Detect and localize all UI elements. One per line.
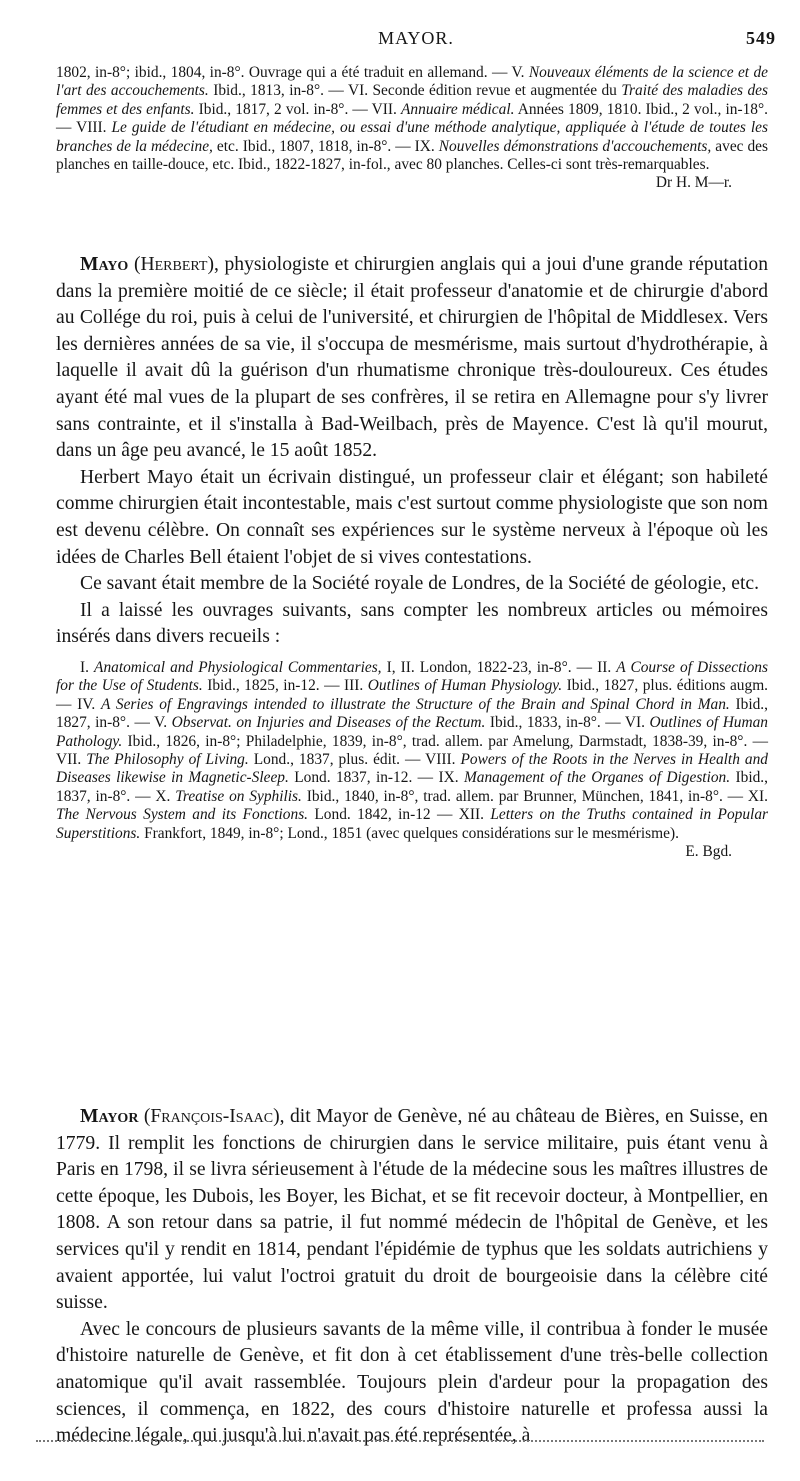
entry-mayo [56,252,768,861]
mayor-headword: Mayor [80,1106,139,1127]
bottom-dotted-rule [36,1440,764,1442]
entry-mayor [56,1104,768,1450]
page-number: 549 [746,28,776,48]
mayo-paragraph-1-text: physiologiste et chirurgien anglais qui a joui d'une grande réputation dans la première moitié de ce siècle; il était professeur d'anatomie et de chirurgie d'abord au Collége du roi, puis à celui de l'université, et chirurgien de l'hôpital de Middlesex. Vers les dernières années de sa vie, il s'occupa de mesmérisme, mais surtout d'hydrothérapie, à laquelle il avait dû la guérison d'un rhumatisme chronique très-douloureux. Ces études ayant été mal vues de la plupart de ses confrères, il se retira en Allemagne pour s'y livrer sans contrainte, et il s'installa à Bad-Weilbach, près de Mayence. C'est là qu'il mourut, dans un âge peu avancé, le 15 août 1852. [56,254,768,462]
previous-entry-works: 1802, in-8°; ibid., 1804, in-8°. Ouvrage qui a été traduit en allemand. — V. Nouveaux éléments de la science et de l'art des accouchements. Ibid., 1813, in-8°. — VI. Seconde édition revue et augmentée du Traité des maladies des femmes et des enfants. Ibid., 1817, 2 vol. in-8°. — VII. Annuaire médical. Années 1809, 1810. Ibid., 2 vol., in-18°. — VIII. Le guide de l'étudiant en médecine, ou essai d'une méthode analytique, appliquée à l'étude de toutes les branches de la médecine, etc. Ibid., 1807, 1818, in-8°. — IX. Nouvelles démonstrations d'accouchements, avec des planches en taille-douce, etc. Ibid., 1822-1827, in-fol., avec 80 planches. Celles-ci sont très-remarquables. [56,64,769,174]
running-title: MAYOR. [378,28,454,48]
mayor-paragraph-1-text: dit Mayor de Genève, né au château de Bières, en Suisse, en 1779. Il remplit les fonctions de chirurgien dans le service militaire, puis étant venu à Paris en 1798, il se livra sérieusement à l'étude de la médecine sous les maîtres illustres de cette époque, les Dubois, les Boyer, les Bichat, et se fit recevoir docteur, à Montpellier, en 1808. A son retour dans sa patrie, il fut nommé médecin de l'hôpital de Genève, et les services qu'il y rendit en 1814, pendant l'épidémie de typhus que les soldats autrichiens y avaient apportée, lui valut l'octroi gratuit du droit de bourgeoisie dans la célèbre cité suisse. [56,1106,768,1314]
mayo-headword: Mayo [80,254,129,275]
mayo-paragraph-1 [56,252,768,465]
mayor-paragraph-2: Avec le concours de plusieurs savants de la même ville, il contribua à fonder le musée d'histoire naturelle de Genève, et fit don à cet établissement d'une très-belle collection anatomique qu'il avait rassemblée. Toujours plein d'ardeur pour la propagation des sciences, il commença, en 1822, des cours d'histoire naturelle et professa aussi la médecine légale, qui jusqu'à lui n'avait pas été représentée, à [56,1318,768,1447]
mayo-works-list: I. Anatomical and Physiological Commentaries, I, II. London, 1822-23, in-8°. — II. A Course of Dissections for the Use of Students. Ibid., 1825, in-12. — III. Outlines of Human Physiology. Ibid., 1827, plus. éditions augm. — IV. A Series of Engravings intended to illustrate the Structure of the Brain and Spinal Chord in Man. Ibid., 1827, in-8°. — V. Observat. on Injuries and Diseases of the Rectum. Ibid., 1833, in-8°. — VI. Outlines of Human Pathology. Ibid., 1826, in-8°; Philadelphie, 1839, in-8°, trad. allem. par Amelung, Darmstadt, 1838-39, in-8°. — VII. The Philosophy of Living. Lond., 1837, plus. édit. — VIII. Powers of the Roots in the Nerves in Health and Diseases likewise in Magnetic-Sleep. Lond. 1837, in-12. — IX. Management of the Organes of Digestion. Ibid., 1837, in-8°. — X. Treatise on Syphilis. Ibid., 1840, in-8°, trad. allem. par Brunner, München, 1841, in-8°. — XI. The Nervous System and its Fonctions. Lond. 1842, in-12 — XII. Letters on the Truths contained in Popular Superstitions. Frankfort, 1849, in-8°; Lond., 1851 (avec quelques considérations sur le mesmérisme). [56,658,769,842]
previous-entry-signature: Dr H. M—r. [655,174,732,192]
previous-entry-continuation [56,64,768,192]
mayor-forename: (François-Isaac), [143,1106,285,1127]
running-header [56,28,776,54]
mayo-paragraph-2: Herbert Mayo était un écrivain distingué, un professeur clair et élégant; son habileté comme chirurgien était incontestable, mais c'est surtout comme physiologiste que son nom est devenu célèbre. On connaît ses expériences sur le système nerveux à l'époque où les idées de Charles Bell étaient l'objet de si vives contestations. [56,466,768,568]
mayo-paragraph-3: Ce savant était membre de la Société royale de Londres, de la Société de géologie, etc. [80,573,759,595]
mayor-paragraph-1 [56,1104,768,1317]
mayo-signature: E. Bgd. [685,842,732,860]
mayo-paragraph-4: Il a laissé les ouvrages suivants, sans compter les nombreux articles ou mémoires insérés dans divers recueils : [56,599,768,648]
mayo-forename: (Herbert), [133,254,219,275]
